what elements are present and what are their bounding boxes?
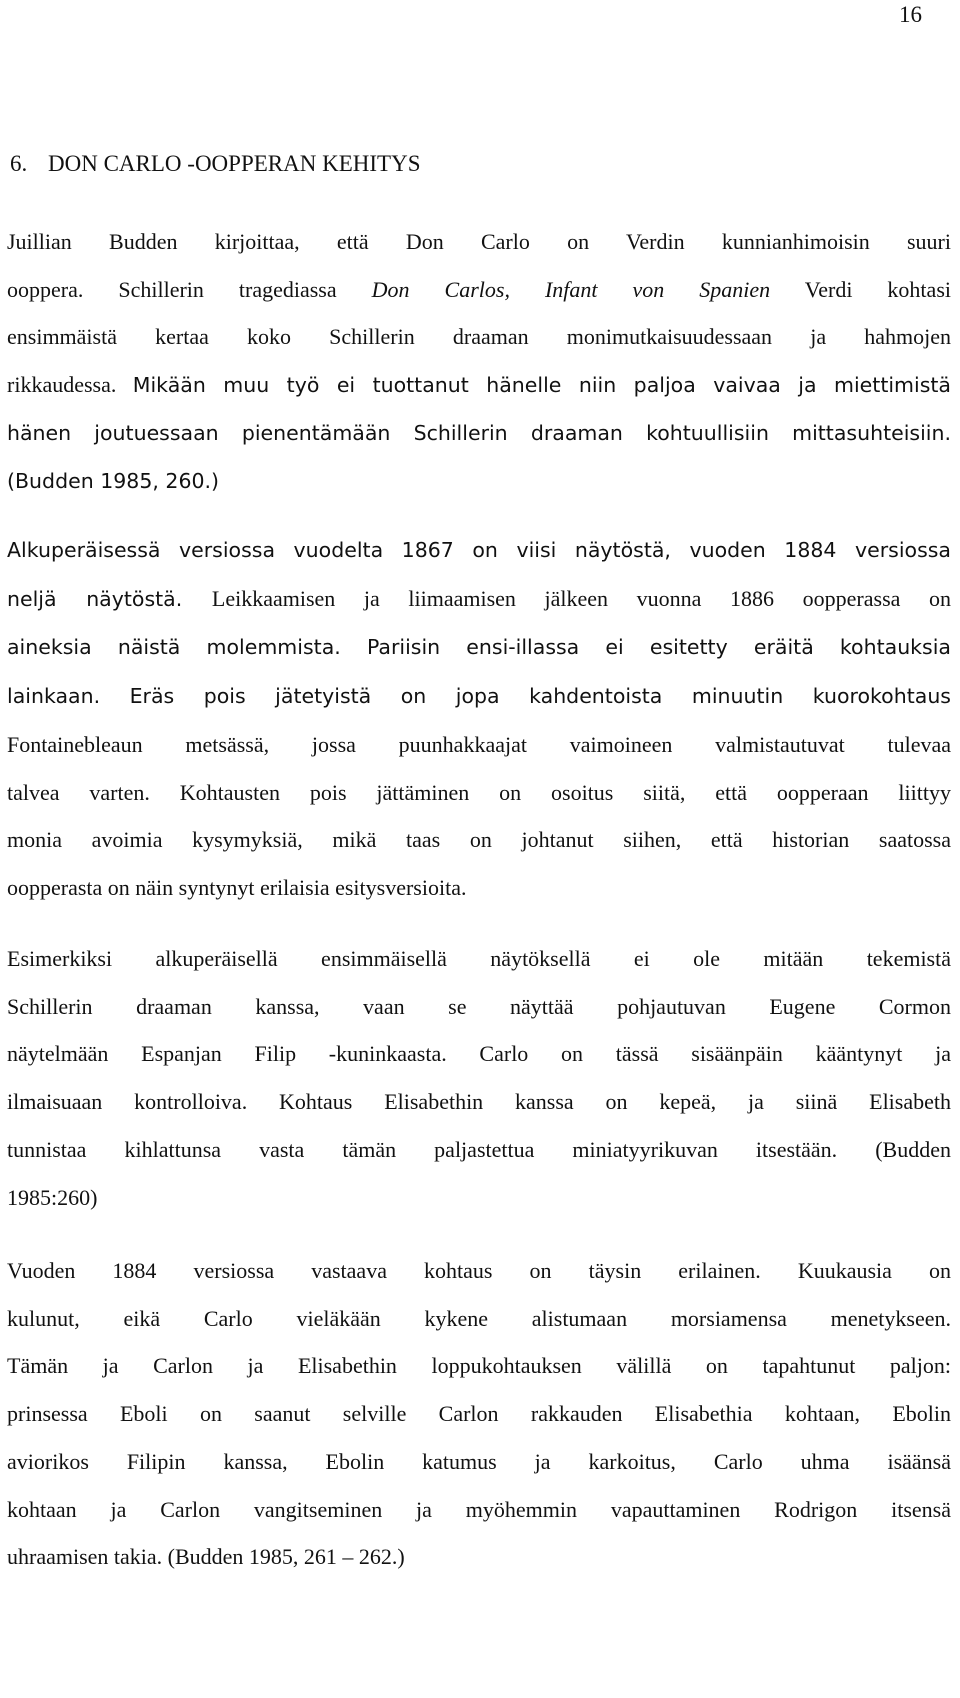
citation: 1985:260) — [7, 1184, 98, 1210]
citation: uhraamisen takia. (Budden 1985, 261 – 262.) — [7, 1544, 405, 1570]
text-line: tunnistaa kihlattunsa vasta tämän paljastettua miniatyyrikuvan itsestään. (Budden — [7, 1136, 951, 1162]
text-line: aineksia näistä molemmista. Pariisin ensi-illassa ei esitetty eräitä kohtauksia — [7, 635, 951, 660]
text-line: näytelmään Espanjan Filip -kuninkaasta. Carlo on tässä sisäänpäin kääntynyt ja — [7, 1041, 951, 1067]
text-line: ilmaisuaan kontrolloiva. Kohtaus Elisabethin kanssa on kepeä, ja siinä Elisabeth — [7, 1089, 951, 1115]
citation: (Budden 1985, 260.) — [7, 468, 220, 493]
work-title: Don Carlos, Infant von Spanien — [371, 276, 771, 302]
text-line: rikkaudessa. Mikään muu työ ei tuottanut hänelle niin paljoa vaivaa ja miettimistä — [7, 372, 951, 398]
paragraph-4 — [7, 1247, 951, 1581]
text-line: Vuoden 1884 versiossa vastaava kohtaus on täysin erilainen. Kuukausia on — [7, 1258, 951, 1283]
text-line: Schillerin draaman kanssa, vaan se näyttää pohjautuvan Eugene Cormon — [7, 993, 951, 1019]
text-line: ensimmäistä kertaa koko Schillerin draaman monimutkaisuudessaan ja hahmojen — [7, 324, 951, 350]
section-number: 6. — [10, 151, 28, 176]
paragraph-2 — [7, 527, 951, 912]
paragraph-3 — [7, 935, 951, 1221]
text-line: oopperasta on näin syntynyt erilaisia esitysversioita. — [7, 874, 467, 900]
text-line: hänen joutuessaan pienentämään Schillerin draaman kohtuullisiin mittasuhteisiin. — [7, 420, 951, 445]
text-line: kulunut, eikä Carlo vieläkään kykene alistumaan morsiamensa menetykseen. — [7, 1305, 951, 1331]
text-line: kohtaan ja Carlon vangitseminen ja myöhemmin vapauttaminen Rodrigon itsensä — [7, 1496, 951, 1522]
text-line: monia avoimia kysymyksiä, mikä taas on johtanut siihen, että historian saatossa — [7, 827, 951, 853]
section-title: DON CARLO -OOPPERAN KEHITYS — [48, 151, 421, 176]
text-line: Fontainebleaun metsässä, jossa puunhakkaajat vaimoineen valmistautuvat tulevaa — [7, 731, 951, 757]
text-line: Alkuperäisessä versiossa vuodelta 1867 on viisi näytöstä, vuoden 1884 versiossa — [7, 538, 951, 562]
text-line: ooppera. Schillerin tragediassa Don Carlos, Infant von Spanien Verdi kohtasi — [7, 276, 951, 302]
text-line: Tämän ja Carlon ja Elisabethin loppukohtauksen välillä on tapahtunut paljon: — [7, 1353, 951, 1379]
text-line: neljä näytöstä. Leikkaamisen ja liimaamisen jälkeen vuonna 1886 oopperassa on — [7, 585, 952, 611]
text-line: Juillian Budden kirjoittaa, että Don Carlo on Verdin kunnianhimoisin suuri — [7, 229, 951, 254]
text-line: aviorikos Filipin kanssa, Ebolin katumus ja karkoitus, Carlo uhma isäänsä — [7, 1448, 951, 1474]
text-line: lainkaan. Eräs pois jätetyistä on jopa kahdentoista minuutin kuorokohtaus — [7, 684, 951, 709]
text-line: Esimerkiksi alkuperäisellä ensimmäisellä näytöksellä ei ole mitään tekemistä — [7, 946, 951, 971]
page-number: 16 — [899, 2, 922, 27]
paragraph-1 — [7, 218, 951, 505]
text-line: prinsessa Eboli on saanut selville Carlon rakkauden Elisabethia kohtaan, Ebolin — [7, 1401, 951, 1427]
section-heading — [10, 150, 420, 178]
text-line: talvea varten. Kohtausten pois jättäminen on osoitus siitä, että oopperaan liittyy — [7, 779, 951, 805]
